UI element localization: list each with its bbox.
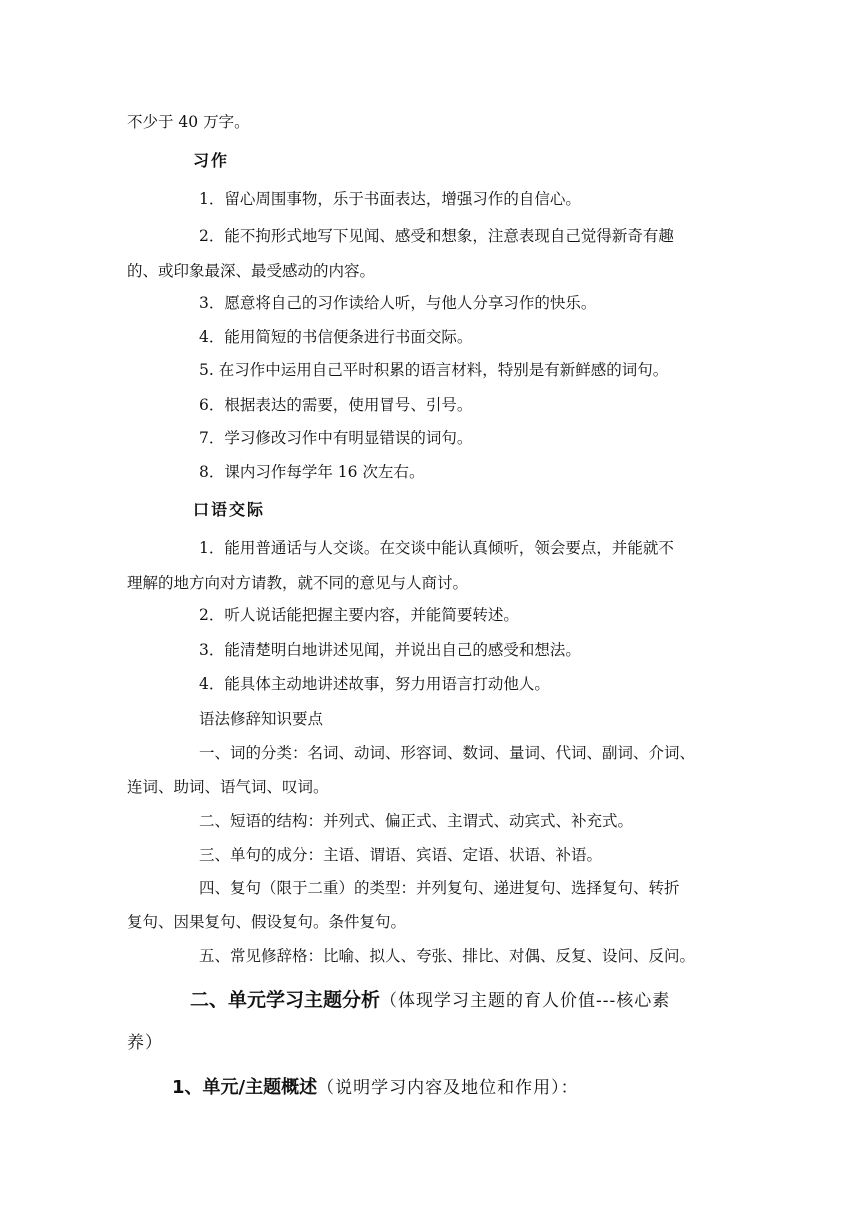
grammar-item-2: 二、短语的结构：并列式、偏正式、主谓式、动宾式、补充式。: [199, 812, 634, 830]
speaking-item-1-line-1: 1．能用普通话与人交谈。在交谈中能认真倾听，领会要点，并能就不: [199, 539, 674, 557]
speaking-heading: 口语交际: [193, 500, 266, 519]
writing-item-3: 3．愿意将自己的习作读给人听，与他人分享习作的快乐。: [199, 294, 597, 312]
section-2-heading-wrap: [127, 1029, 163, 1056]
section-2-note-wrap: 养）: [127, 1033, 163, 1053]
section-2-heading: [190, 987, 670, 1014]
speaking-item-2: 2．听人说话能把握主要内容，并能简要转述。: [199, 606, 519, 624]
section-2-title: 二、单元学习主题分析: [190, 989, 381, 1011]
grammar-item-4-line-2: 复句、因果复句、假设复句。条件复句。: [127, 913, 407, 931]
grammar-item-4-line-1: 四、复句（限于二重）的类型：并列复句、递进复句、选择复句、转折: [199, 879, 680, 897]
speaking-item-4: 4．能具体主动地讲述故事，努力用语言打动他人。: [199, 675, 550, 693]
writing-item-1: 1．留心周围事物，乐于书面表达，增强习作的自信心。: [199, 190, 581, 208]
writing-item-7: 7．学习修改习作中有明显错误的词句。: [199, 429, 473, 447]
writing-item-8: 8．课内习作每学年 16 次左右。: [199, 463, 425, 481]
grammar-heading: 语法修辞知识要点: [199, 710, 324, 728]
grammar-item-1-line-1: 一、词的分类：名词、动词、形容词、数词、量词、代词、副词、介词、: [199, 744, 696, 762]
grammar-item-5: 五、常见修辞格：比喻、拟人、夸张、排比、对偶、反复、设问、反问。: [199, 947, 696, 965]
writing-item-6: 6．根据表达的需要，使用冒号、引号。: [199, 396, 473, 414]
section-2-1-note: （说明学习内容及地位和作用）：: [317, 1078, 579, 1098]
writing-item-2-line-1: 2．能不拘形式地写下见闻、感受和想象，注意表现自己觉得新奇有趣: [199, 227, 674, 245]
writing-item-5: 5. 在习作中运用自己平时积累的语言材料，特别是有新鲜感的词句。: [199, 361, 669, 379]
writing-item-2-line-2: 的、或印象最深、最受感动的内容。: [127, 262, 376, 280]
section-2-note: （体现学习主题的育人价值---核心素: [380, 991, 671, 1011]
grammar-item-1-line-2: 连词、助词、语气词、叹词。: [127, 778, 329, 796]
intro-tail-text: 不少于 40 万字。: [127, 113, 250, 131]
section-2-1-heading: [172, 1075, 579, 1101]
speaking-item-1-line-2: 理解的地方向对方请教，就不同的意见与人商讨。: [127, 574, 469, 592]
writing-heading: 习作: [193, 151, 230, 170]
writing-item-4: 4．能用简短的书信便条进行书面交际。: [199, 328, 473, 346]
speaking-item-3: 3．能清楚明白地讲述见闻，并说出自己的感受和想法。: [199, 641, 581, 659]
grammar-item-3: 三、单句的成分：主语、谓语、宾语、定语、状语、补语。: [199, 846, 603, 864]
section-2-1-title: 1、单元/主题概述: [172, 1077, 318, 1098]
